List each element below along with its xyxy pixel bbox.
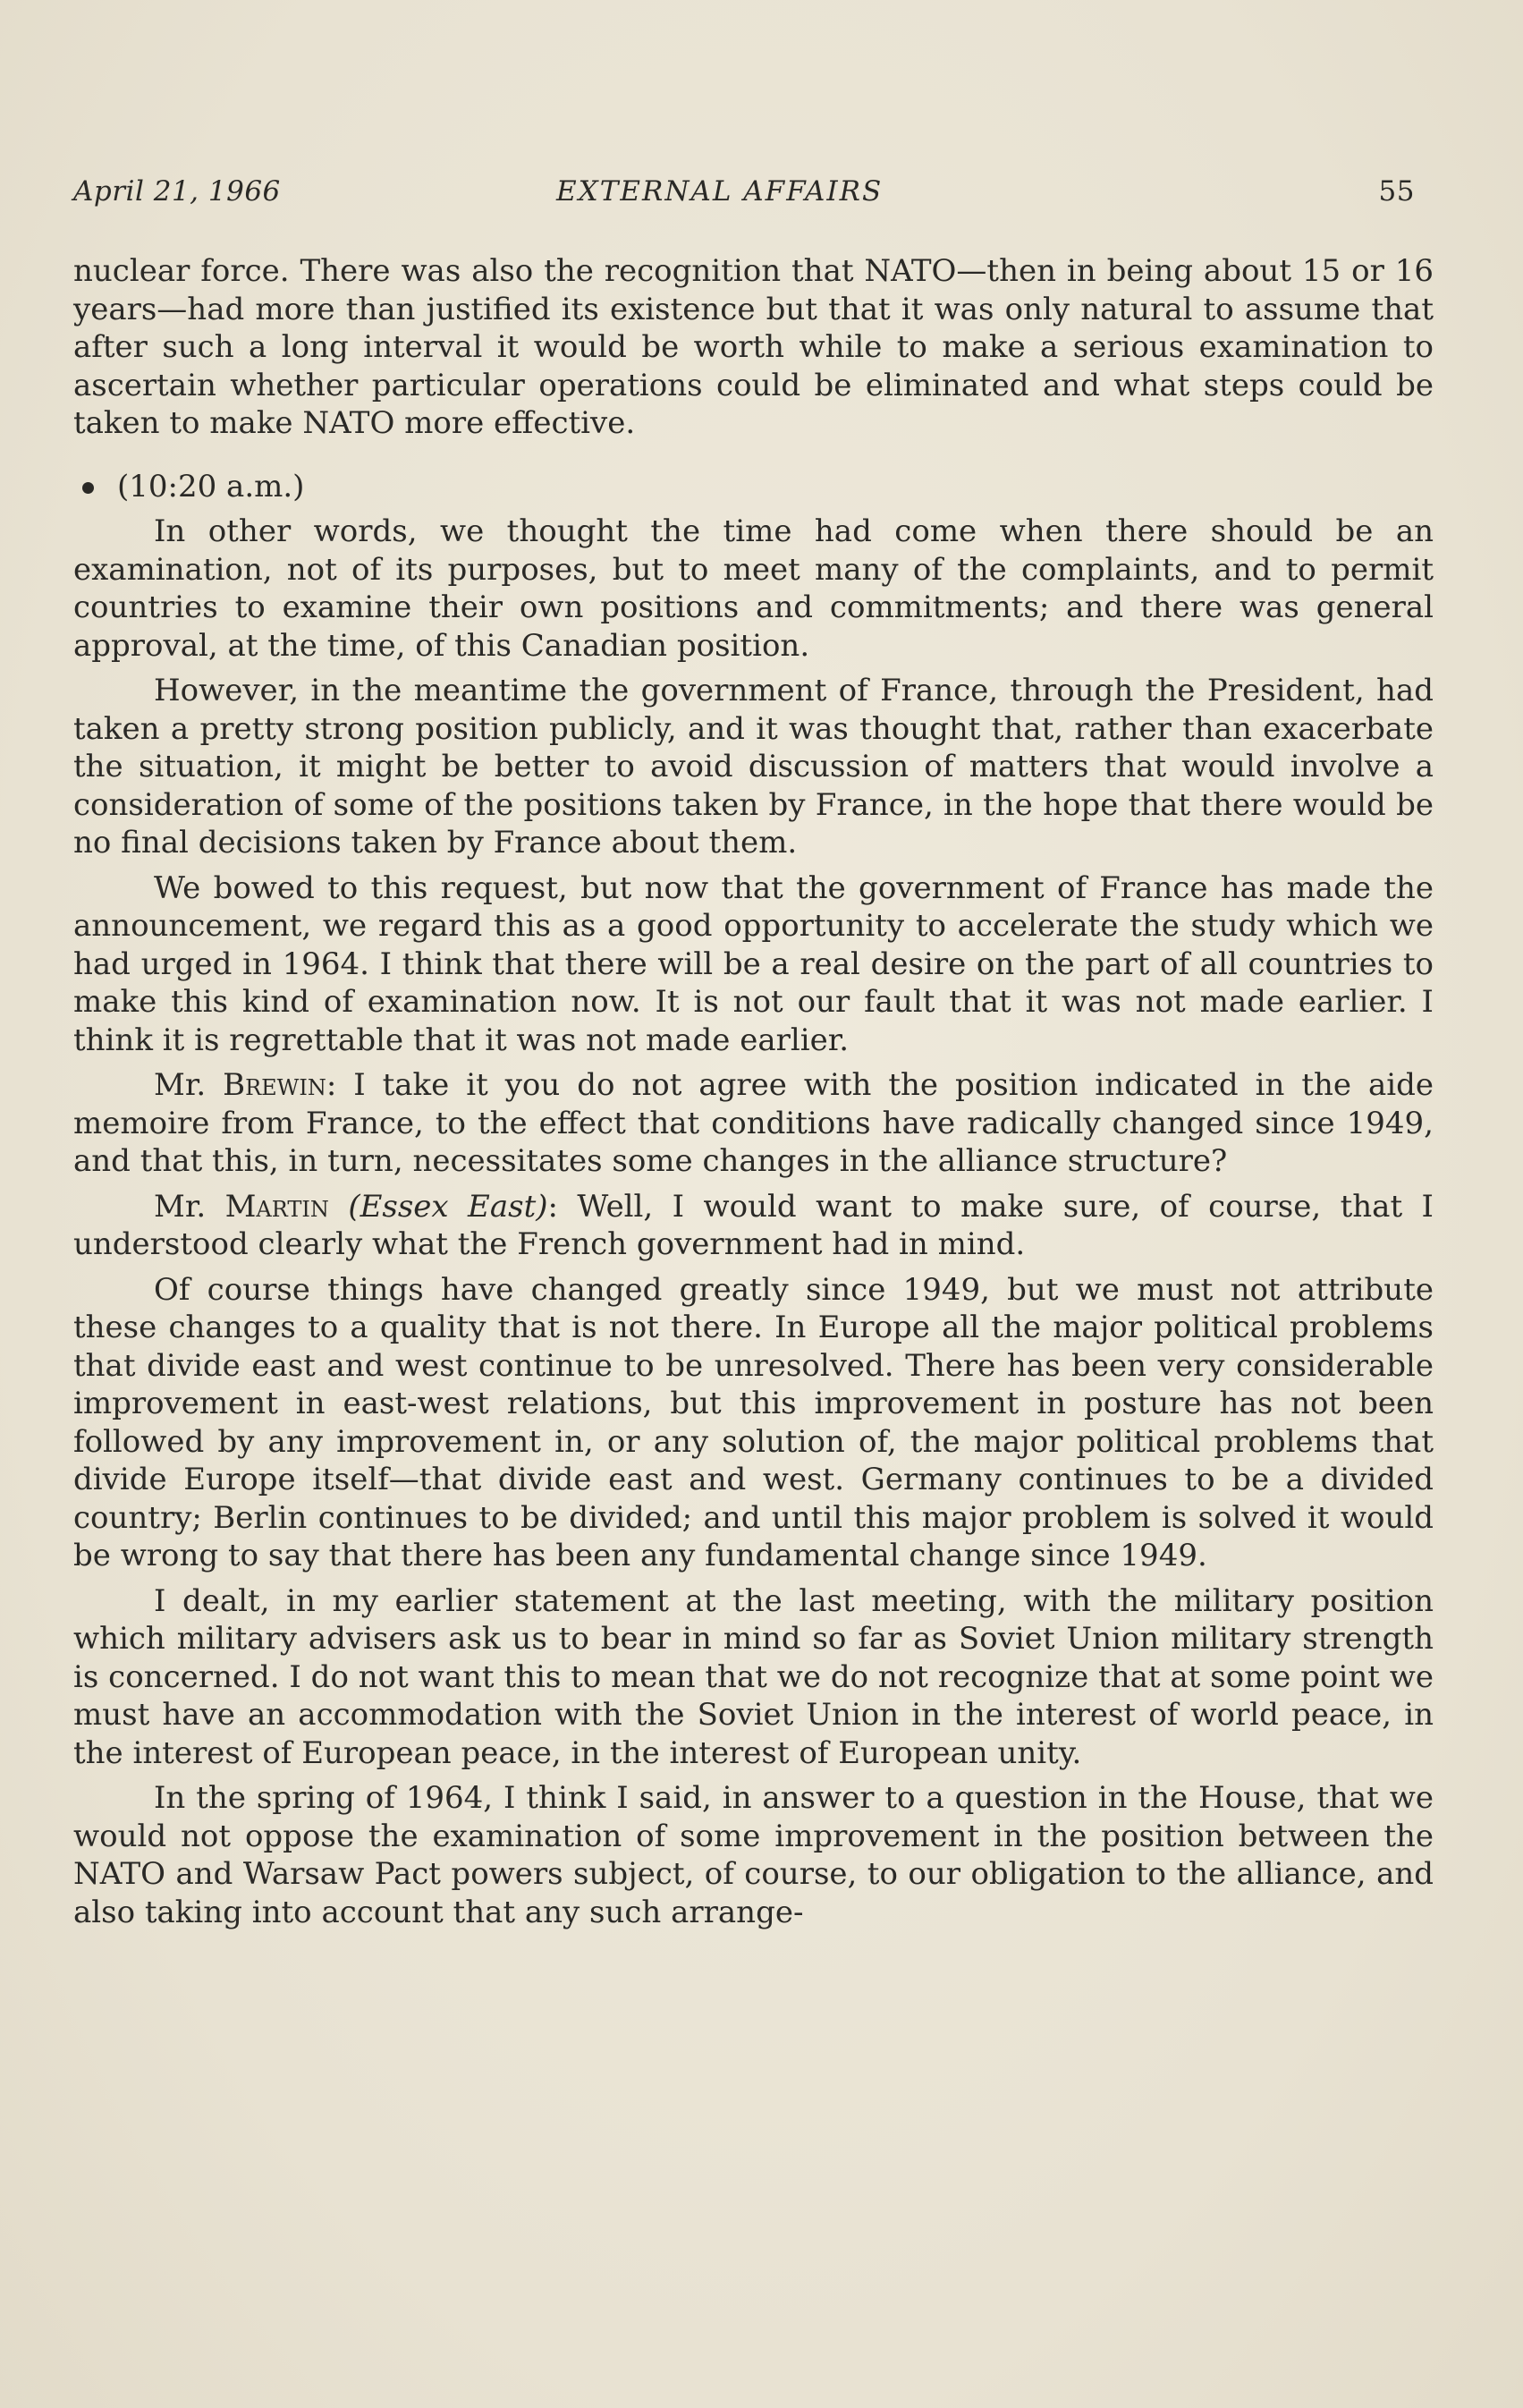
timestamp-text: (10:20 a.m.) (117, 468, 305, 504)
speaker-name: Martin (224, 1188, 329, 1225)
header-title: EXTERNAL AFFAIRS (556, 175, 884, 208)
speaker-prefix: Mr. (154, 1067, 207, 1103)
page-number: 55 (1378, 175, 1415, 208)
body-text (73, 252, 1434, 1938)
speaker-prefix: Mr. (154, 1188, 207, 1225)
bullet-icon (82, 482, 94, 494)
speech-text: : I take it you do not agree with the position indicated in the aide memoire from France, to the effect that conditions have radically changed since 1949, and that this, in turn, necessitates some changes in the alliance structure? (73, 1067, 1434, 1179)
paragraph-6 (73, 1188, 1434, 1264)
paragraph-5 (73, 1066, 1434, 1181)
paragraph-8: I dealt, in my earlier statement at the last meeting, with the military position which military advisers ask us to bear in mind so far as Soviet Union military strength is concerned. I do not want this to mean that we do not recognize that at some point we must have an accommodation with the Soviet Union in the interest of world peace, in the interest of European peace, in the interest of European unity. (73, 1582, 1434, 1771)
paragraph-9: In the spring of 1964, I think I said, in answer to a question in the House, that we would not oppose the examination of some improvement in the position between the NATO and Warsaw Pact powers subject, of course, to our obligation to the alliance, and also taking into account that any such arrange- (73, 1780, 1434, 1930)
speech-text: : Well, I would want to make sure, of course, that I understood clearly what the French government had in mind. (73, 1188, 1434, 1262)
paragraph-3: However, in the meantime the government of France, through the President, had taken a pretty strong position publicly, and it was thought that, rather than exacerbate the situation, it might be better to avoid discussion of matters that would involve a consideration of some of the positions taken by France, in the hope that there would be no final decisions taken by France about them. (73, 673, 1434, 861)
header-date: April 21, 1966 (73, 175, 281, 208)
paragraph-4: We bowed to this request, but now that the government of France has made the announcement, we regard this as a good opportunity to accelerate the study which we had urged in 1964. I think that there will be a real desire on the part of all countries to make this kind of examination now. It is not our fault that it was not made earlier. I think it is regrettable that it was not made earlier. (73, 869, 1434, 1058)
running-header (73, 175, 1415, 211)
timestamp-line (73, 468, 1434, 506)
speaker-riding: (Essex East) (348, 1188, 548, 1225)
paragraph-7: Of course things have changed greatly since 1949, but we must not attribute these changes to a quality that is not there. In Europe all the major political problems that divide east and west continue to be unresolved. There has been very considerable improvement in east-west relations, but this improvement in posture has not been followed by any improvement in, or any solution of, the major political problems that divide Europe itself—that divide east and west. Germany continues to be a divided country; Berlin continues to be divided; and until this major problem is solved it would be wrong to say that there has been any fundamental change since 1949. (73, 1271, 1434, 1573)
paragraph-2: In other words, we thought the time had come when there should be an examination, not of its purposes, but to meet many of the complaints, and to permit countries to examine their own positions and commitments; and there was general approval, at the time, of this Canadian position. (73, 513, 1434, 664)
speaker-name: Brewin (223, 1067, 326, 1103)
paragraph-1: nuclear force. There was also the recognition that NATO—then in being about 15 or 16 years—had more than justified its existence but that it was only natural to assume that after such a long interval it would be worth while to make a serious examination to ascertain whether particular operations could be eliminated and what steps could be taken to make NATO more effective. (73, 253, 1434, 441)
